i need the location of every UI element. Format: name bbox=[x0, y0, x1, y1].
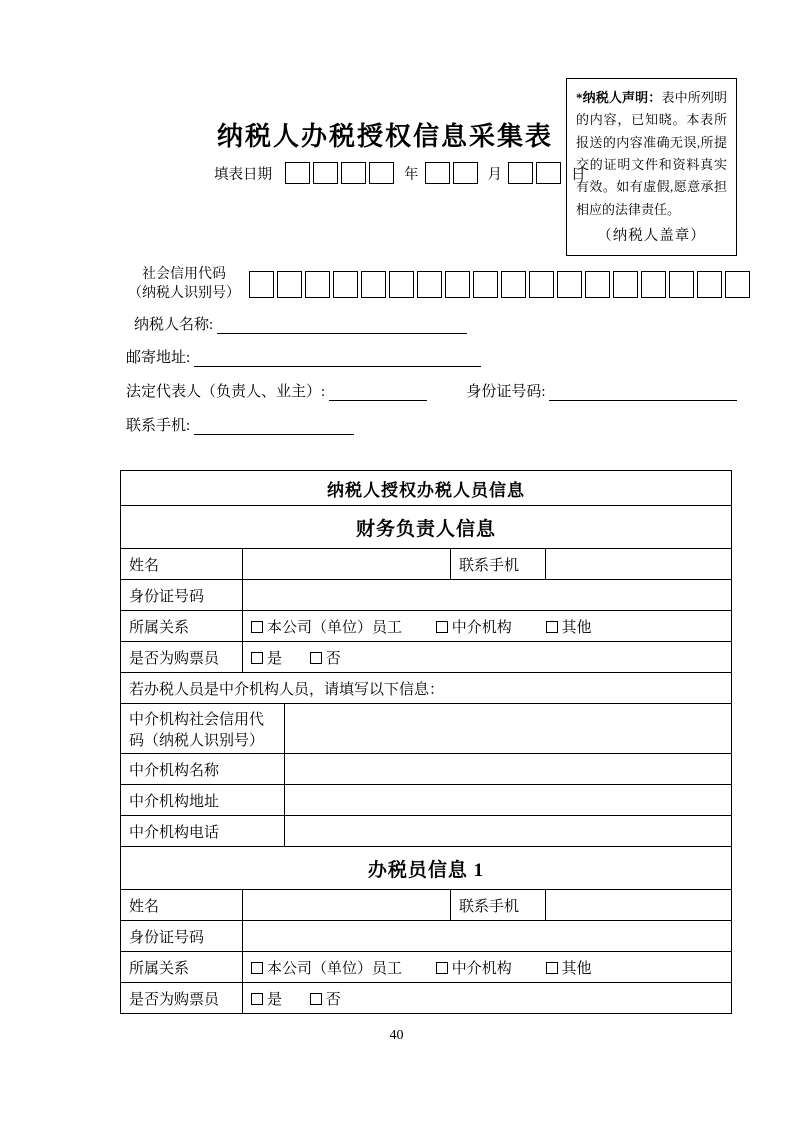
taxpayer-name-row bbox=[134, 313, 467, 334]
table-row bbox=[121, 549, 732, 580]
table-row bbox=[121, 921, 732, 952]
credit-code-row bbox=[124, 266, 753, 304]
agency-note: 若办税人员是中介机构人员，请填写以下信息： bbox=[121, 673, 732, 704]
agency-code-label: 中介机构社会信用代码（纳税人识别号） bbox=[121, 704, 285, 754]
clerk1-section-header: 办税员信息 1 bbox=[121, 847, 732, 890]
option-label: 本公司（单位）员工 bbox=[267, 960, 403, 977]
month-box-group bbox=[425, 162, 481, 184]
date-day-box[interactable] bbox=[508, 162, 533, 184]
cfo-section-header: 财务负责人信息 bbox=[121, 506, 732, 549]
table-row bbox=[121, 847, 732, 890]
date-year-box[interactable] bbox=[341, 162, 366, 184]
checkbox-icon bbox=[436, 621, 448, 633]
option-label: 中介机构 bbox=[451, 960, 512, 977]
credit-code-box[interactable] bbox=[333, 271, 358, 298]
cfo-ticket-label: 是否为购票员 bbox=[121, 642, 243, 673]
cfo-name-label: 姓名 bbox=[121, 549, 243, 580]
checkbox-icon bbox=[436, 962, 448, 974]
declaration-stamp: （纳税人盖章） bbox=[597, 228, 706, 245]
table-row bbox=[121, 816, 732, 847]
table-row bbox=[121, 754, 732, 785]
cfo-name-field[interactable] bbox=[243, 549, 451, 580]
credit-code-box[interactable] bbox=[697, 271, 722, 298]
table-row bbox=[121, 890, 732, 921]
personnel-table bbox=[120, 470, 732, 1014]
day-box-group bbox=[508, 162, 564, 184]
clerk1-id-label: 身份证号码 bbox=[121, 921, 243, 952]
clerk1-relation-label: 所属关系 bbox=[121, 952, 243, 983]
legal-representative-row bbox=[126, 380, 737, 401]
cfo-id-label: 身份证号码 bbox=[121, 580, 243, 611]
legal-representative-label: 法定代表人（负责人、业主）: bbox=[126, 384, 326, 400]
credit-code-box[interactable] bbox=[669, 271, 694, 298]
clerk1-ticket-label: 是否为购票员 bbox=[121, 983, 243, 1014]
date-day-box[interactable] bbox=[536, 162, 561, 184]
credit-code-box[interactable] bbox=[417, 271, 442, 298]
credit-code-box[interactable] bbox=[557, 271, 582, 298]
form-title: 纳税人办税授权信息采集表 bbox=[216, 122, 553, 151]
clerk1-name-field[interactable] bbox=[243, 890, 451, 921]
fill-date-row bbox=[214, 162, 592, 184]
date-month-box[interactable] bbox=[425, 162, 450, 184]
credit-code-box[interactable] bbox=[473, 271, 498, 298]
credit-code-label-line1: 社会信用代码 bbox=[142, 267, 226, 282]
table-row bbox=[121, 785, 732, 816]
clerk1-ticket-options bbox=[243, 983, 732, 1014]
year-unit-label: 年 bbox=[404, 166, 419, 183]
table-row bbox=[121, 952, 732, 983]
agency-name-field[interactable] bbox=[285, 754, 732, 785]
cfo-relation-option-agency[interactable] bbox=[436, 620, 512, 636]
credit-code-box-group bbox=[249, 271, 753, 298]
cfo-relation-label: 所属关系 bbox=[121, 611, 243, 642]
credit-code-box[interactable] bbox=[585, 271, 610, 298]
checkbox-icon bbox=[546, 962, 558, 974]
taxpayer-name-field[interactable] bbox=[217, 317, 467, 334]
checkbox-icon bbox=[251, 993, 263, 1005]
option-label: 其他 bbox=[561, 619, 592, 636]
table-row bbox=[121, 580, 732, 611]
table-row bbox=[121, 471, 732, 506]
contact-mobile-field[interactable] bbox=[194, 418, 354, 435]
checkbox-icon bbox=[251, 962, 263, 974]
agency-phone-label: 中介机构电话 bbox=[121, 816, 285, 847]
clerk1-mobile-field[interactable] bbox=[546, 890, 732, 921]
credit-code-box[interactable] bbox=[389, 271, 414, 298]
credit-code-box[interactable] bbox=[529, 271, 554, 298]
id-number-label: 身份证号码: bbox=[466, 384, 546, 400]
agency-phone-field[interactable] bbox=[285, 816, 732, 847]
date-year-box[interactable] bbox=[285, 162, 310, 184]
cfo-mobile-field[interactable] bbox=[546, 549, 732, 580]
option-label: 是 bbox=[267, 991, 283, 1008]
declaration-label: *纳税人声明： bbox=[576, 90, 662, 105]
contact-mobile-row bbox=[126, 414, 354, 435]
cfo-id-field[interactable] bbox=[243, 580, 732, 611]
clerk1-relation-option-company[interactable] bbox=[251, 961, 402, 977]
table-title: 纳税人授权办税人员信息 bbox=[121, 471, 732, 506]
table-row bbox=[121, 642, 732, 673]
agency-address-field[interactable] bbox=[285, 785, 732, 816]
declaration-body: 表中所列明的内容，已知晓。本表所报送的内容准确无误,所提交的证明文件和资料真实有效。如有虚假,愿意承担相应的法律责任。 bbox=[576, 90, 727, 217]
table-row bbox=[121, 983, 732, 1014]
credit-code-box[interactable] bbox=[641, 271, 666, 298]
clerk1-relation-option-other[interactable] bbox=[546, 961, 592, 977]
clerk1-relation-options bbox=[243, 952, 732, 983]
page-number: 40 bbox=[389, 1028, 404, 1043]
option-label: 中介机构 bbox=[451, 619, 512, 636]
option-label: 本公司（单位）员工 bbox=[267, 619, 403, 636]
cfo-ticket-option-no[interactable] bbox=[310, 651, 341, 667]
option-label: 其他 bbox=[561, 960, 592, 977]
checkbox-icon bbox=[310, 652, 322, 664]
cfo-ticket-option-yes[interactable] bbox=[251, 651, 282, 667]
credit-code-box[interactable] bbox=[725, 271, 750, 298]
credit-code-box[interactable] bbox=[613, 271, 638, 298]
clerk1-id-field[interactable] bbox=[243, 921, 732, 952]
clerk1-ticket-option-yes[interactable] bbox=[251, 992, 282, 1008]
option-label: 否 bbox=[325, 991, 341, 1008]
date-year-box[interactable] bbox=[369, 162, 394, 184]
id-number-field[interactable] bbox=[549, 384, 737, 401]
table-row bbox=[121, 673, 732, 704]
taxpayer-name-label: 纳税人名称: bbox=[134, 317, 214, 333]
credit-code-box[interactable] bbox=[361, 271, 386, 298]
cfo-relation-option-other[interactable] bbox=[546, 620, 592, 636]
clerk1-ticket-option-no[interactable] bbox=[310, 992, 341, 1008]
credit-code-label bbox=[124, 266, 244, 304]
cfo-relation-option-company[interactable] bbox=[251, 620, 402, 636]
mailing-address-label: 邮寄地址: bbox=[126, 350, 191, 366]
table-row bbox=[121, 611, 732, 642]
credit-code-box[interactable] bbox=[501, 271, 526, 298]
mailing-address-row bbox=[126, 346, 481, 367]
taxpayer-declaration-box bbox=[566, 78, 737, 256]
checkbox-icon bbox=[310, 993, 322, 1005]
credit-code-box[interactable] bbox=[277, 271, 302, 298]
table-row bbox=[121, 704, 732, 754]
clerk1-name-label: 姓名 bbox=[121, 890, 243, 921]
cfo-ticket-options bbox=[243, 642, 732, 673]
clerk1-relation-option-agency[interactable] bbox=[436, 961, 512, 977]
day-unit-label: 日 bbox=[571, 166, 586, 183]
table-row bbox=[121, 506, 732, 549]
fill-date-label: 填表日期 bbox=[214, 166, 272, 183]
date-year-box[interactable] bbox=[313, 162, 338, 184]
cfo-mobile-label: 联系手机 bbox=[451, 549, 546, 580]
legal-representative-field[interactable] bbox=[329, 384, 427, 401]
date-month-box[interactable] bbox=[453, 162, 478, 184]
agency-name-label: 中介机构名称 bbox=[121, 754, 285, 785]
option-label: 否 bbox=[325, 650, 341, 667]
contact-mobile-label: 联系手机: bbox=[126, 418, 191, 434]
checkbox-icon bbox=[251, 621, 263, 633]
agency-address-label: 中介机构地址 bbox=[121, 785, 285, 816]
credit-code-label-line2: （纳税人识别号） bbox=[128, 285, 240, 301]
month-unit-label: 月 bbox=[487, 166, 502, 183]
credit-code-box[interactable] bbox=[249, 271, 274, 298]
clerk1-mobile-label: 联系手机 bbox=[451, 890, 546, 921]
mailing-address-field[interactable] bbox=[194, 350, 481, 367]
checkbox-icon bbox=[251, 652, 263, 664]
agency-code-field[interactable] bbox=[285, 704, 732, 754]
credit-code-box[interactable] bbox=[305, 271, 330, 298]
cfo-relation-options bbox=[243, 611, 732, 642]
year-box-group bbox=[285, 162, 397, 184]
option-label: 是 bbox=[267, 650, 283, 667]
checkbox-icon bbox=[546, 621, 558, 633]
credit-code-box[interactable] bbox=[445, 271, 470, 298]
